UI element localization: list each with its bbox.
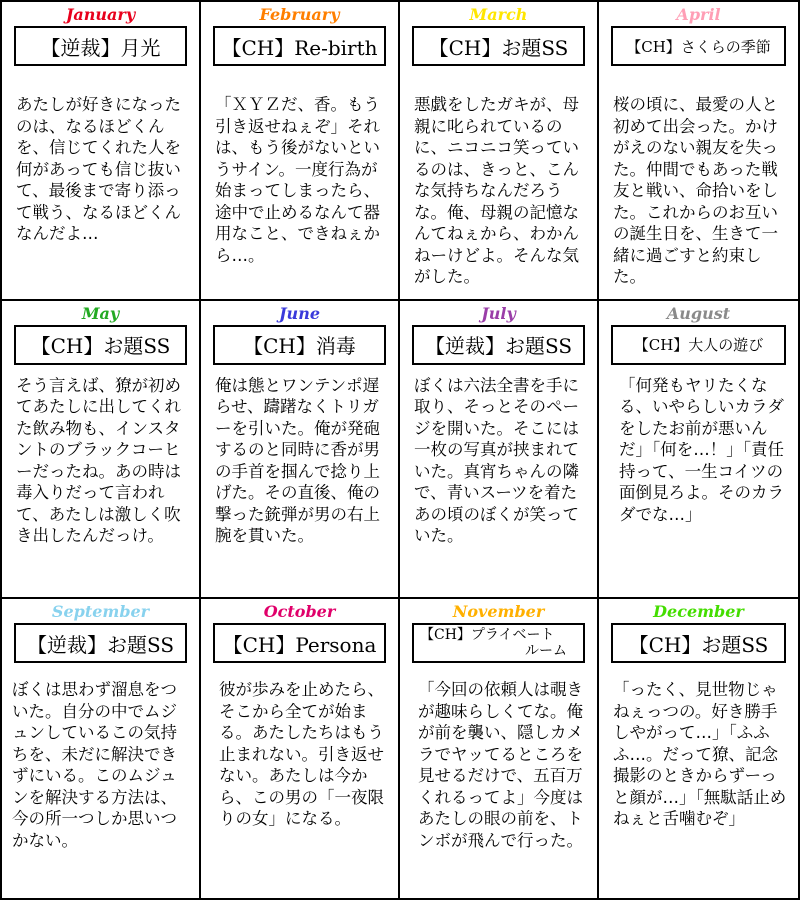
month-label: August: [666, 303, 731, 323]
story-title[interactable]: 【逆裁】月光: [14, 26, 187, 66]
month-cell-august[interactable]: [599, 301, 798, 600]
month-label: May: [81, 303, 120, 323]
month-label: February: [259, 5, 340, 24]
month-label: July: [481, 303, 516, 323]
story-excerpt: 桜の頃に、最愛の人と初めて出会った。かけがえのない親友を失った。仲間でもあった戦友と戦い、命拾いをした。これからのお互いの誕生日を、生きて一緒に過ごすと約束した。: [613, 95, 778, 286]
month-cell-march[interactable]: [400, 2, 599, 301]
story-excerpt: あたしが好きになったのは、なるほどくんを、信じてくれた人を何があっても信じ抜いて、最後まで寄り添って戦う、なるほどくんなんだよ…: [16, 95, 181, 243]
story-title[interactable]: [412, 623, 585, 663]
story-excerpt: 「今回の依頼人は覗きが趣味らしくてな。俺が前を襲い、隠しカメラでヤッてるところを見せるだけで、五百万くれるってよ」今度はあたしの眼の前を、トンボが飛んで行った。: [418, 680, 583, 850]
month-label: March: [469, 5, 528, 24]
month-cell-october[interactable]: [201, 599, 400, 898]
story-title[interactable]: 【逆裁】お題SS: [14, 623, 187, 663]
story-excerpt: ぼくは思わず溜息をついた。自分の中でムジュンしているこの気持ちを、未だに解決できずにいる。このムジュンを解決する方法は、今の所一つしか思いつかない。: [12, 680, 177, 850]
month-label: December: [653, 602, 744, 622]
story-excerpt: ぼくは六法全書を手に取り、そっとそのページを開いた。そこには一枚の写真が挟まれていた。真宵ちゃんの隣で、青いスーツを着たあの頃のぼくが笑っていた。: [414, 375, 579, 546]
story-excerpt: 「何発もヤリたくなる、いやらしいカラダをしたお前が悪いんだ」「何を…！」「責任持って、一生コイツの面倒見ろよ。そのカラダでな…」: [619, 375, 784, 524]
story-title[interactable]: 【CH】さくらの季節: [611, 26, 786, 66]
month-label: April: [676, 5, 721, 24]
month-cell-december[interactable]: [599, 599, 798, 898]
month-label: October: [263, 602, 336, 622]
month-cell-february[interactable]: [201, 2, 400, 301]
story-excerpt: そう言えば、獠が初めてあたしに出してくれた飲み物も、インスタントのブラックコーヒーだったね。あの時は毒入りだって言われて、あたしは激しく吹き出したんだっけ。: [16, 375, 181, 546]
month-label: September: [51, 602, 150, 622]
month-cell-april[interactable]: [599, 2, 798, 301]
story-excerpt: 彼が歩みを止めたら、そこから全てが始まる。あたしたちはもう止まれない。引き返せない。あたしは今から、この男の「一夜限りの女」になる。: [219, 680, 384, 829]
month-cell-july[interactable]: [400, 301, 599, 600]
story-title[interactable]: 【CH】お題SS: [14, 325, 187, 365]
story-title[interactable]: 【CH】お題SS: [611, 623, 786, 663]
story-title[interactable]: 【CH】Re-birth: [213, 26, 386, 66]
story-excerpt: 俺は態とワンテンポ遅らせ、躊躇なくトリガーを引いた。俺が発砲するのと同時に香が男の手首を掴んで捻り上げた。その直後、俺の撃った銃弾が男の右上腕を貫いた。: [215, 375, 380, 546]
story-title[interactable]: 【逆裁】お題SS: [412, 325, 585, 365]
month-cell-january[interactable]: [2, 2, 201, 301]
month-cell-november[interactable]: [400, 599, 599, 898]
month-label: January: [65, 5, 136, 24]
month-cell-may[interactable]: [2, 301, 201, 600]
story-title[interactable]: 【CH】Persona: [213, 623, 386, 663]
story-excerpt: 悪戯をしたガキが、母親に叱られているのに、ニコニコ笑っているのは、きっと、こんな気持ちなんだろうな。俺、母親の記憶なんてねぇから、わかんねーけどよ。そんな気がした。: [414, 95, 579, 286]
story-title-line2: ルーム: [525, 643, 567, 660]
story-title[interactable]: 【CH】お題SS: [412, 26, 585, 66]
month-cell-june[interactable]: [201, 301, 400, 600]
month-label: June: [278, 303, 320, 323]
story-excerpt: 「ＸＹＺだ、香。もう引き返せねぇぞ」それは、もう後がないというサイン。一度行為が始まってしまったら、途中で止めるなんて器用なこと、できねぇから…。: [215, 95, 380, 265]
story-title-line1: 【CH】プライベート: [420, 627, 555, 644]
story-title[interactable]: 【CH】大人の遊び: [611, 325, 786, 365]
story-excerpt: 「ったく、見世物じゃねぇっつの。好き勝手しやがって…」「ふふふ…。だって獠、記念撮影のときからずーっと顔が…」「無駄話止めねぇと舌噛むぞ」: [613, 680, 787, 829]
month-label: November: [452, 602, 545, 622]
month-cell-september[interactable]: [2, 599, 201, 898]
story-title[interactable]: 【CH】消毒: [213, 325, 386, 365]
